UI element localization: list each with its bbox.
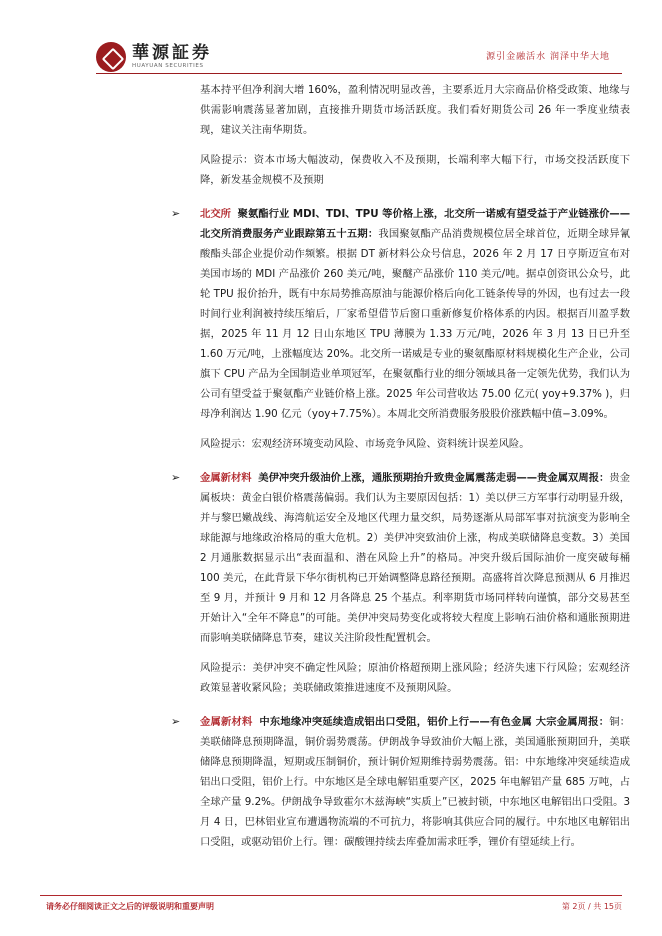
section-body: 贵金属板块：黄金白银价格震荡偏弱。我们认为主要原因包括：1）美以伊三方军事行动明显升级，并与黎巴嫩战线、海湾航运安全及地区代理力量交织，局势逐渐从局部军事对抗演变为影响全球能源与地缘政治格局的重大危机。2）美伊冲突致油价上涨，构成美联储降息变数。3）美国 2 月通胀数据显示出“表面温和、潜在风险上升”的格局。冲突升级后国际油价一度突破每桶 100 美元，在此背景下华尔街机构已开始调整降息路径预期。高盛将首次降息预测从 6 月推迟至 9 月，并预计 9 月和 12 月各降息 25 个基点。利率期货市场同样转向谨慎，部分交易甚至开始计入“全年不降息”的可能。美伊冲突局势变化或将较大程度上影响石油价格和通胀预期进而影响美联储降息节奏，建议关注阶段性配置机会。: [200, 472, 630, 644]
header-divider: [96, 73, 622, 74]
page-footer: [0, 895, 662, 936]
section-headline: 中东地缘冲突延续造成铝出口受阻，铝价上行——有色金属 大宗金属周报：: [259, 716, 610, 728]
page-header: [0, 0, 662, 75]
section-tag: 金属新材料: [200, 472, 252, 484]
section-tag: 金属新材料: [200, 716, 253, 728]
bullet-arrow-icon: ➢: [171, 471, 181, 484]
logo-emblem-icon: [96, 42, 126, 72]
footer-disclaimer: 请务必仔细阅读正文之后的评级说明和重要声明: [46, 902, 214, 911]
section-body: 铜：美联储降息预期降温，铜价弱势震荡。伊朗战争导致油价大幅上涨，美国通胀预期回升，美联储降息预期降温，短期或压制铜价，预计铜价短期维持弱势震荡。铝：中东地缘冲突延续造成铝出口受阻，铝价上行。中东地区是全球电解铝重要产区，2025 年电解铝产量 685 万吨，占全球产量 9.2%。伊朗战争导致霍尔木兹海峡“实质上”已被封锁，中东地区电解铝出口受阻。3 月 4 日，巴林铝业宣布遭遇物流端的不可抗力，将影响其供应合同的履行。中东地区电解铝出口受阻，或驱动铝价上行。锂：碳酸锂持续去库叠加需求旺季，锂价有望延续上行。: [200, 716, 631, 848]
section-body: 我国聚氨酯产品消费规模位居全球首位，近期全球异氰酸酯头部企业提价动作频繁。根据 DT 新材料公众号信息，2026 年 2 月 17 日亨斯迈宣布对美国市场的 MDI 产品涨价 260 美元/吨，聚醚产品涨价 110 美元/吨。据卓创资讯公众号，此轮 TPU 报价抬升，既有中东局势推高原油与能源价格后向化工链条传导的外因，也有过去一段时间行业利润被持续压缩后，厂家希望借节后窗口重新修复价格体系的内因。根据百川盈孚数据，2025 年 11 月 12 日山东地区 TPU 薄膜为 1.33 万元/吨，2026 年 3 月 13 日已升至 1.60 万元/吨，上涨幅度达 20%。北交所一诺威是专业的聚氨酯原材料规模化生产企业，公司旗下 CPU 产品为全国制造业单项冠军，在聚氨酯行业的细分领域具备一定领先优势，我们认为公司有望受益于聚氨酯产业链价格上涨。2025 年公司营收达 75.00 亿元( yoy+9.37% )，归母净利润达 1.90 亿元（yoy+7.75%）。本周北交所消费服务股股价涨跌幅中值−3.09%。: [200, 228, 631, 420]
intro-risk-warning: 风险提示：资本市场大幅波动，保费收入不及预期，长端利率大幅下行，市场交投活跃度下降，新发基金规模不及预期: [200, 154, 630, 186]
intro-paragraph: 基本持平但净利润大增 160%，盈利情况明显改善，主要系近月大宗商品价格受政策、地缘与供需影响震荡显著加剧，直接推升期货市场活跃度。我们看好期货公司 26 年一季度业绩表现，建议关注南华期货。: [200, 84, 630, 136]
section-precious-metals: [171, 468, 630, 698]
logo-chinese-name: 華源証券: [132, 43, 212, 63]
logo-english-name: HUAYUAN SECURITIES: [132, 63, 204, 69]
company-logo: [96, 40, 212, 74]
footer-divider: [40, 895, 622, 896]
section-base-metals: [171, 712, 631, 852]
section-headline: 聚氨酯行业 MDI、TDI、TPU 等价格上涨，北交所一诺威有望受益于产业链涨价——北交所消费服务产业跟踪第五十五期：: [200, 208, 631, 240]
section-tag: 北交所: [200, 208, 231, 220]
report-body: [171, 80, 631, 852]
page-number: 第 2页 / 共 15页: [561, 902, 622, 911]
bullet-arrow-icon: ➢: [171, 207, 181, 220]
bullet-arrow-icon: ➢: [171, 715, 181, 728]
section-headline: 美伊冲突升级油价上涨，通胀预期抬升致贵金属震荡走弱——贵金属双周报：: [258, 472, 610, 484]
section-risk-warning: 风险提示：宏观经济环境变动风险、市场竞争风险、资料统计误差风险。: [200, 438, 530, 450]
section-bse-polyurethane: [171, 204, 631, 454]
header-slogan: 源引金融活水 润泽中华大地: [486, 52, 610, 62]
section-risk-warning: 风险提示：美伊冲突不确定性风险；原油价格超预期上涨风险；经济失速下行风险；宏观经济政策显著收紧风险；美联储政策推进速度不及预期风险。: [200, 662, 630, 694]
